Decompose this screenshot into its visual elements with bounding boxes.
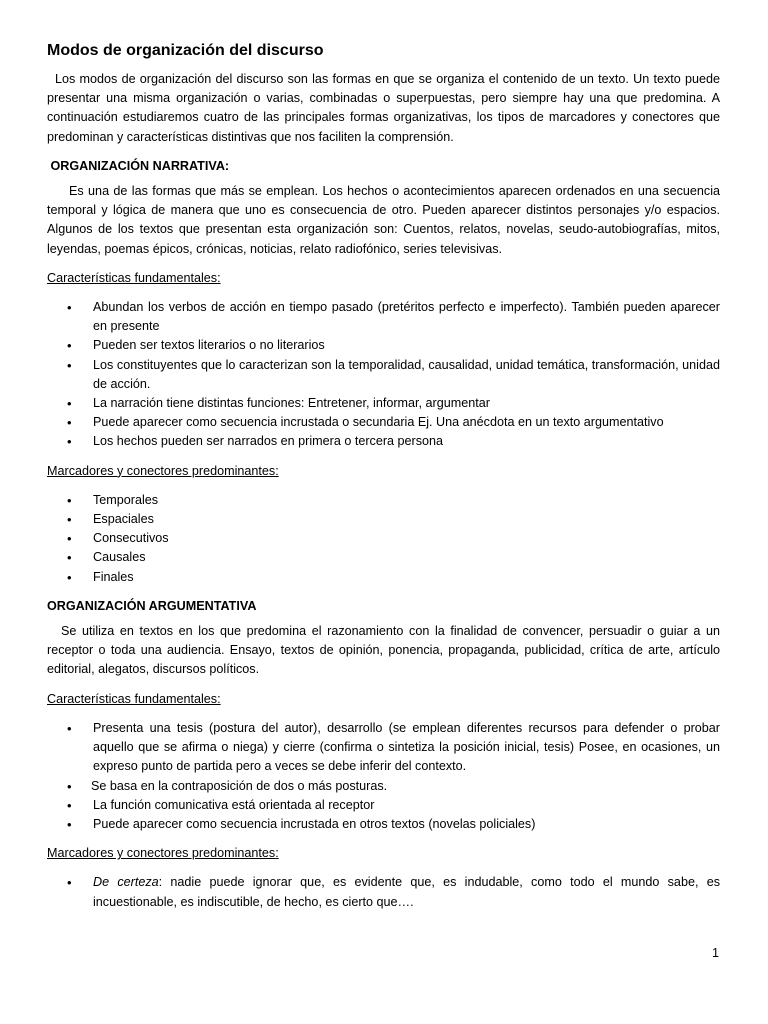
narrativa-caracteristicas-list xyxy=(47,298,720,452)
list-item-text: La narración tiene distintas funciones: Entretener, informar, argumentar xyxy=(93,396,490,411)
bullet-icon: • xyxy=(67,550,72,566)
heading-colon: : xyxy=(217,270,221,285)
list-item-text: Causales xyxy=(93,550,146,565)
list-item xyxy=(47,568,720,587)
list-item-text: Espaciales xyxy=(93,512,154,527)
list-item-text: La función comunicativa está orientada al receptor xyxy=(93,797,375,812)
argumentativa-caracteristicas-list xyxy=(47,719,720,834)
list-item xyxy=(47,719,720,777)
narrativa-paragraph: Es una de las formas que más se emplean. Los hechos o acontecimientos aparecen ordenados en una secuencia temporal y lógica de manera que uno es consecuencia de otro. Pueden aparecer distintos personajes y/o espacios. Algunos de los textos que presentan esta organización son: Cuentos, relatos, novelas, seudo-autobiografías, mitos, leyendas, poemas épicos, crónicas, noticias, relato radiofónico, series televisivas. xyxy=(47,184,720,256)
document-title: Modos de organización del discurso xyxy=(47,42,324,59)
bullet-icon: • xyxy=(67,720,72,736)
bullet-icon: • xyxy=(67,531,72,547)
list-item xyxy=(47,796,720,815)
bullet-icon: • xyxy=(67,797,72,813)
heading-colon: : xyxy=(275,846,279,861)
list-item xyxy=(47,548,720,567)
narrativa-marcadores-heading xyxy=(47,462,720,481)
narrativa-heading xyxy=(47,157,720,176)
list-item-text: Presenta una tesis (postura del autor), desarrollo (se emplean diferentes recursos para defender o probar aquello que se afirma o niega) y cierre (confirma o sintetiza la posición inicial, tesis) Posee, en ocasiones, un expreso punto de partida pero a veces se debe inferir del contexto. xyxy=(93,720,720,774)
bullet-icon: • xyxy=(67,338,72,354)
list-item xyxy=(47,510,720,529)
list-item xyxy=(47,491,720,510)
bullet-icon: • xyxy=(67,434,72,450)
list-item-text: : nadie puede ignorar que, es evidente que, es indudable, como todo el mundo sabe, es incuestionable, es indiscutible, de hecho, es cierto que…. xyxy=(93,875,720,909)
list-item xyxy=(47,413,720,432)
list-item xyxy=(47,336,720,355)
list-item-text: Pueden ser textos literarios o no literarios xyxy=(93,338,325,353)
bullet-icon: • xyxy=(67,512,72,528)
bullet-icon: • xyxy=(67,300,72,316)
intro-paragraph: Los modos de organización del discurso son las formas en que se organiza el contenido de un texto. Un texto puede presentar una misma organización o varias, combinadas o superpuestas, pero siempre hay una que predomina. A continuación estudiaremos cuatro de las principales formas organizativas, los tipos de marcadores y conectores que predominan y características distintivas que nos faciliten la comprensión. xyxy=(47,72,720,144)
argumentativa-caracteristicas-heading: Características fundamentales: xyxy=(47,691,221,706)
list-item xyxy=(47,873,720,911)
list-item-label: De certeza xyxy=(93,875,159,890)
list-item xyxy=(47,432,720,451)
bullet-icon: • xyxy=(67,778,72,794)
list-item xyxy=(47,815,720,834)
bullet-icon: • xyxy=(67,492,72,508)
bullet-icon: • xyxy=(67,396,72,412)
list-item-text: Abundan los verbos de acción en tiempo pasado (pretéritos perfecto e imperfecto). También pueden aparecer en presente xyxy=(93,300,720,334)
argumentativa-marcadores-heading xyxy=(47,844,720,863)
list-item xyxy=(47,356,720,394)
list-item-text: Se basa en la contraposición de dos o más posturas. xyxy=(91,778,388,793)
argumentativa-marcadores-list xyxy=(47,873,720,911)
document-page xyxy=(47,40,720,918)
list-item xyxy=(47,298,720,336)
list-item-text: Finales xyxy=(93,569,134,584)
list-item-text: Consecutivos xyxy=(93,531,169,546)
bullet-icon: • xyxy=(67,816,72,832)
narrativa-caracteristicas-heading-text: Características fundamentales xyxy=(47,270,218,285)
bullet-icon: • xyxy=(67,875,72,891)
list-item xyxy=(47,529,720,548)
argumentativa-marcadores-heading-text: Marcadores y conectores predominantes xyxy=(47,846,276,861)
list-item xyxy=(47,394,720,413)
list-item xyxy=(47,777,720,796)
narrativa-marcadores-list xyxy=(47,491,720,587)
list-item-text: Los hechos pueden ser narrados en primera o tercera persona xyxy=(93,434,444,449)
bullet-icon: • xyxy=(67,357,72,373)
list-item-text: Los constituyentes que lo caracterizan son la temporalidad, causalidad, unidad temática, transformación, unidad de acción. xyxy=(93,357,720,391)
narrativa-heading-text: ORGANIZACIÓN NARRATIVA: xyxy=(50,158,230,173)
narrativa-marcadores-heading-text: Marcadores y conectores predominantes xyxy=(47,463,276,478)
heading-colon: : xyxy=(275,463,279,478)
narrativa-caracteristicas-heading xyxy=(47,269,720,288)
bullet-icon: • xyxy=(67,569,72,585)
list-item-text: Temporales xyxy=(93,492,159,507)
list-item-text: Puede aparecer como secuencia incrustada o secundaria Ej. Una anécdota en un texto argumentativo xyxy=(93,415,664,430)
argumentativa-heading: ORGANIZACIÓN ARGUMENTATIVA xyxy=(47,598,257,613)
bullet-icon: • xyxy=(67,415,72,431)
argumentativa-paragraph: Se utiliza en textos en los que predomina el razonamiento con la finalidad de convencer, persuadir o guiar a un receptor o toda una audiencia. Ensayo, textos de opinión, ponencia, propaganda, publicidad, crítica de arte, artículo editorial, alegatos, discursos políticos. xyxy=(47,624,720,677)
page-number: 1 xyxy=(712,946,720,960)
list-item-text: Puede aparecer como secuencia incrustada en otros textos (novelas policiales) xyxy=(93,816,536,831)
